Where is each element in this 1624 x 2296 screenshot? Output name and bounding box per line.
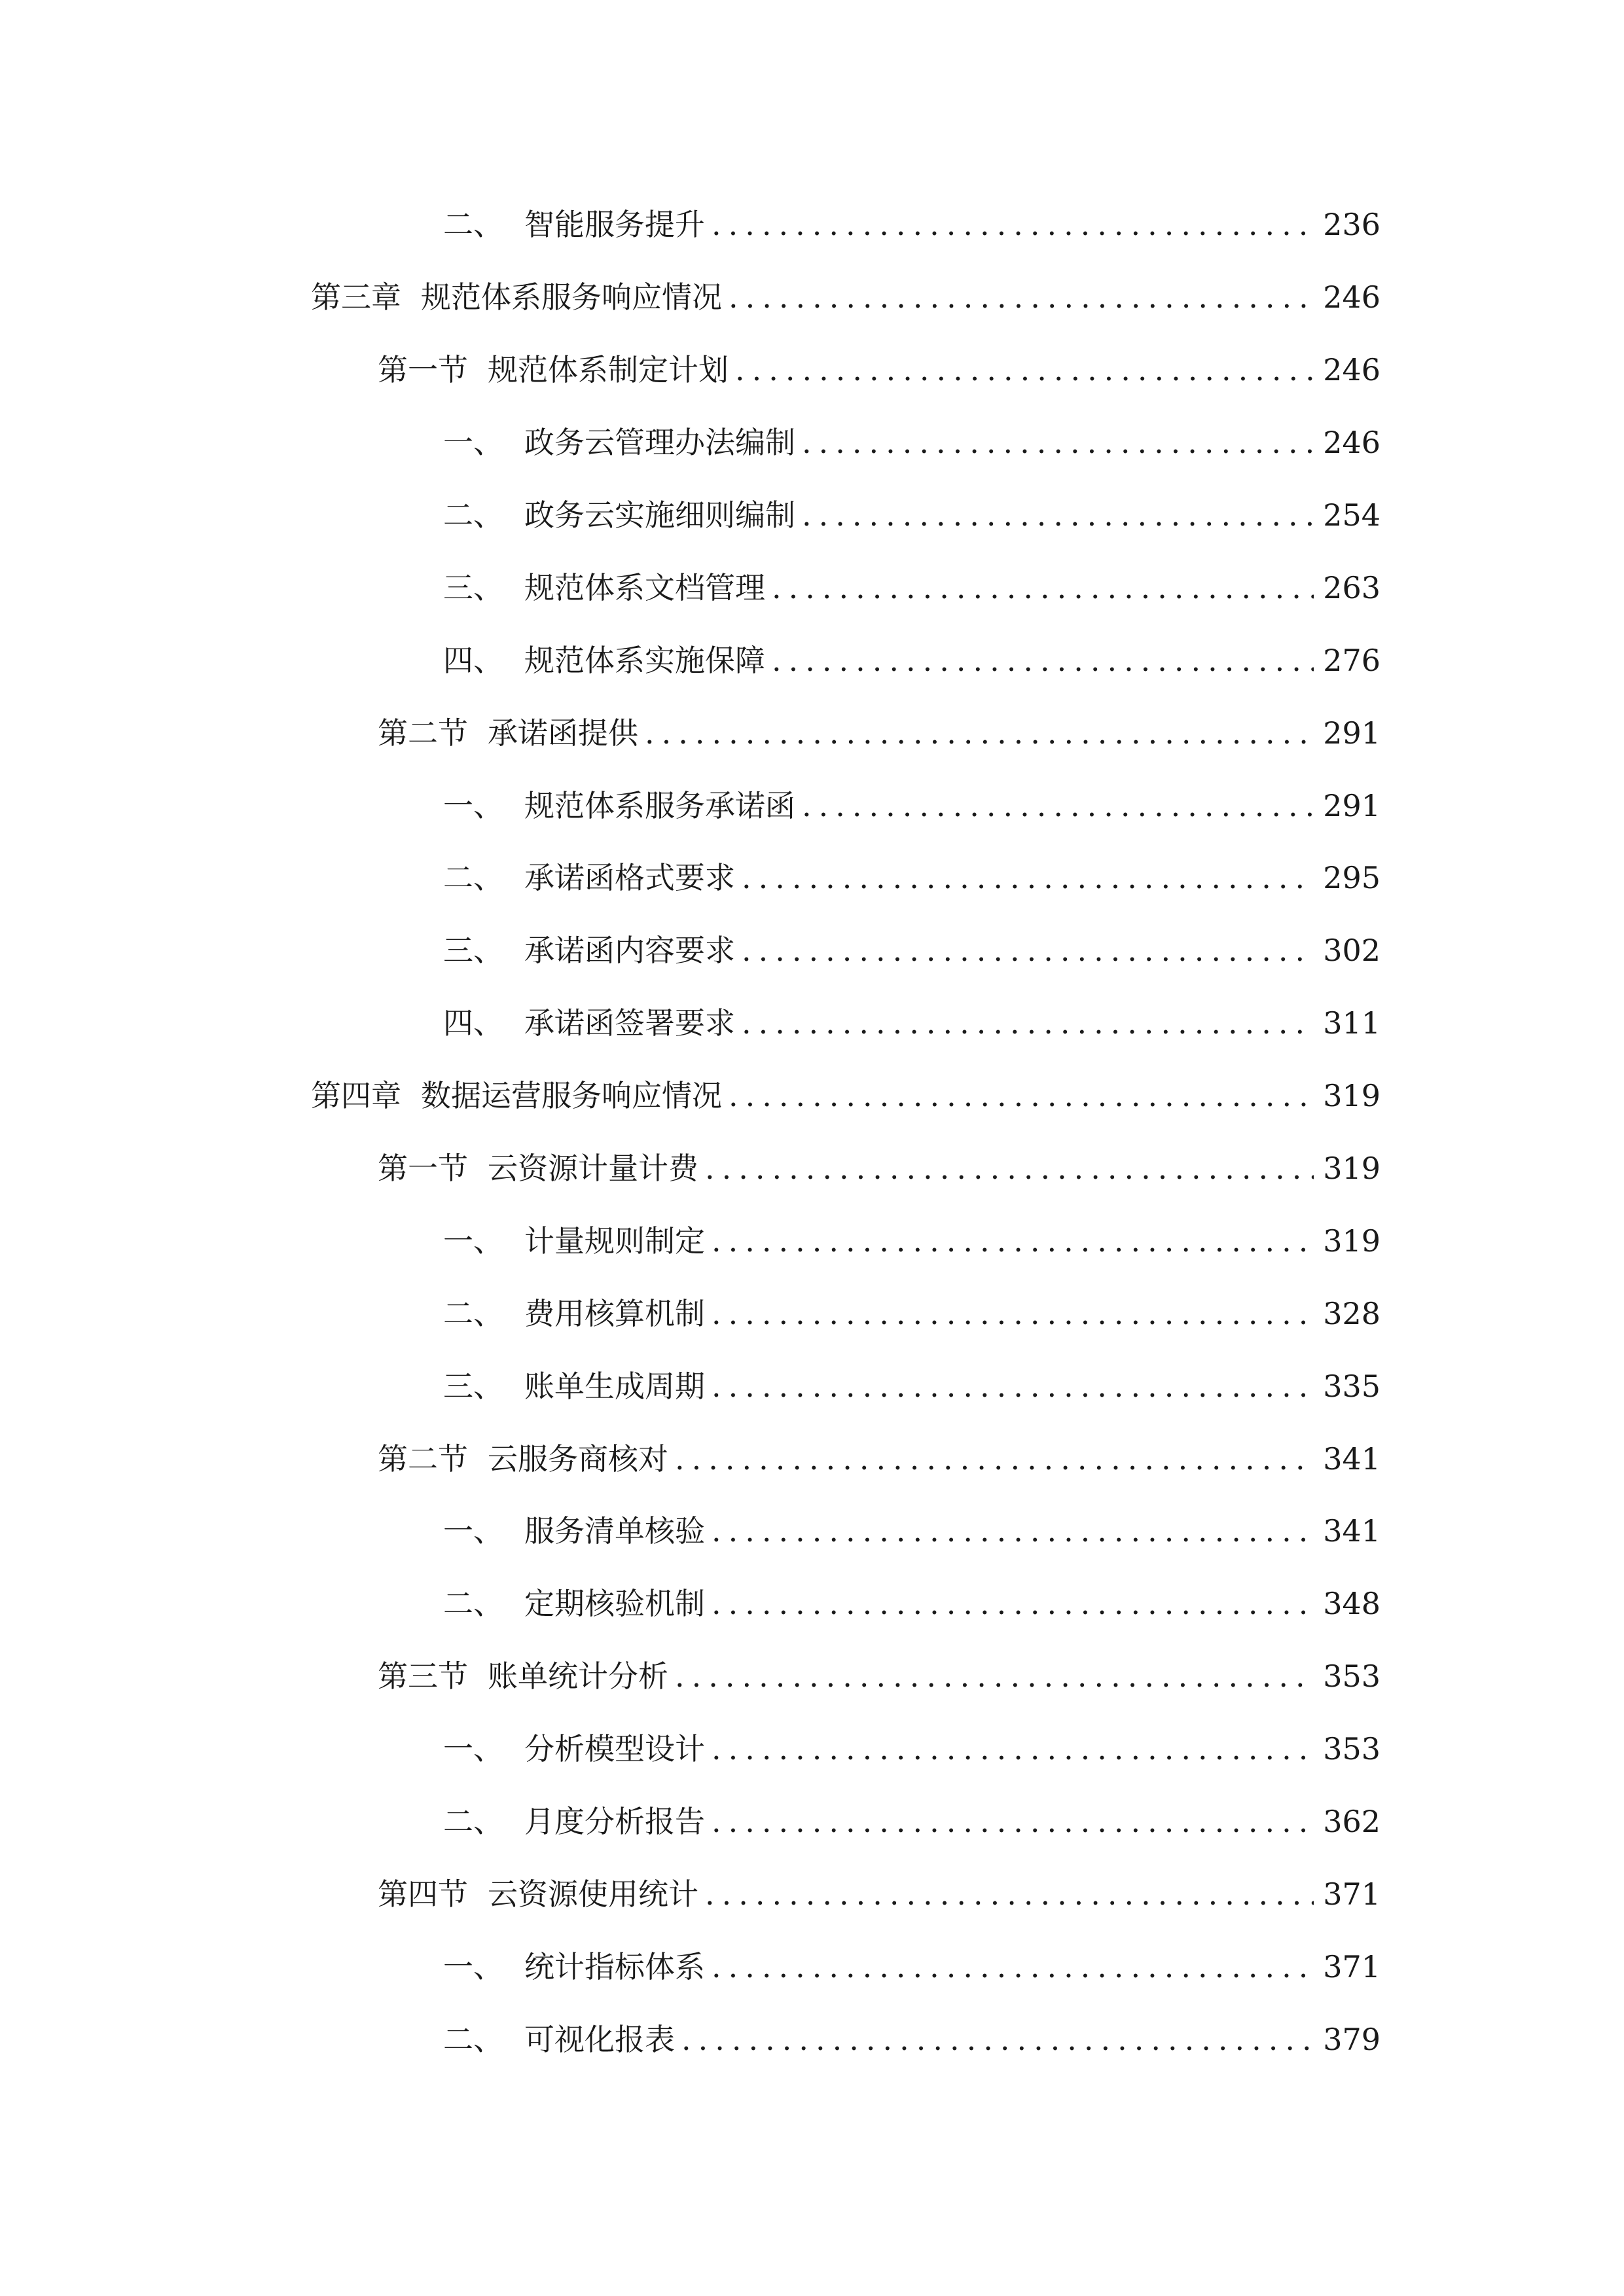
toc-entry-title: 账单统计分析 — [488, 1659, 668, 1695]
toc-dot-leader — [772, 573, 1314, 603]
toc-section-entry[interactable] — [0, 1640, 1624, 1713]
toc-page-number: 254 — [1323, 497, 1380, 533]
toc-entry-title: 计量规则制定 — [524, 1223, 705, 1259]
toc-dot-leader — [705, 1153, 1314, 1183]
toc-dot-leader — [729, 282, 1314, 312]
toc-dot-leader — [712, 209, 1314, 240]
toc-subsection-entry[interactable] — [0, 1350, 1624, 1422]
toc-page-number: 353 — [1323, 1659, 1380, 1695]
toc-section-entry[interactable] — [0, 1132, 1624, 1205]
toc-entry-number: 第四章 — [311, 1078, 401, 1114]
toc-page-number: 263 — [1323, 569, 1380, 605]
toc-entry-number: 四、 — [443, 642, 503, 678]
toc-subsection-entry[interactable] — [0, 842, 1624, 914]
toc-entry-number: 第一节 — [378, 352, 468, 388]
toc-dot-leader — [802, 791, 1314, 821]
toc-entry-number: 一、 — [443, 1948, 503, 1984]
toc-subsection-entry[interactable] — [0, 1713, 1624, 1785]
toc-entry-number: 一、 — [443, 425, 503, 461]
toc-entry-number: 一、 — [443, 1223, 503, 1259]
toc-subsection-entry[interactable] — [0, 1204, 1624, 1277]
toc-dot-leader — [802, 500, 1314, 530]
toc-entry-title: 规范体系服务响应情况 — [421, 279, 722, 315]
toc-entry-title: 政务云管理办法编制 — [524, 425, 795, 461]
toc-entry-title: 云资源计量计费 — [488, 1151, 698, 1187]
toc-subsection-entry[interactable] — [0, 1495, 1624, 1568]
toc-entry-title: 云资源使用统计 — [488, 1876, 698, 1912]
toc-section-entry[interactable] — [0, 1857, 1624, 1930]
toc-entry-title: 政务云实施细则编制 — [524, 497, 795, 533]
toc-page-number: 295 — [1323, 860, 1380, 896]
toc-dot-leader — [712, 1226, 1314, 1256]
toc-page-number: 311 — [1323, 1005, 1380, 1041]
toc-dot-leader — [675, 1444, 1314, 1474]
toc-page-number: 291 — [1323, 787, 1380, 823]
toc-page-number: 341 — [1323, 1441, 1380, 1477]
toc-page-number: 236 — [1323, 207, 1380, 243]
toc-entry-number: 一、 — [443, 1731, 503, 1767]
toc-entry-number: 二、 — [443, 1586, 503, 1622]
toc-dot-leader — [742, 1008, 1314, 1038]
toc-entry-title: 定期核验机制 — [524, 1586, 705, 1622]
toc-entry-title: 统计指标体系 — [524, 1948, 705, 1984]
toc-dot-leader — [802, 427, 1314, 457]
toc-entry-number: 三、 — [443, 569, 503, 605]
toc-entry-number: 第二节 — [378, 1441, 468, 1477]
toc-entry-title: 服务清单核验 — [524, 1513, 705, 1549]
toc-entry-number: 第四节 — [378, 1876, 468, 1912]
toc-dot-leader — [681, 2024, 1314, 2054]
toc-section-entry[interactable] — [0, 1422, 1624, 1495]
toc-entry-number: 第三节 — [378, 1659, 468, 1695]
toc-page-number: 353 — [1323, 1731, 1380, 1767]
toc-dot-leader — [742, 935, 1314, 965]
toc-dot-leader — [645, 718, 1314, 748]
toc-entry-title: 分析模型设计 — [524, 1731, 705, 1767]
toc-dot-leader — [712, 1299, 1314, 1329]
toc-page-number: 246 — [1323, 352, 1380, 388]
toc-dot-leader — [712, 1588, 1314, 1619]
toc-entry-number: 第三章 — [311, 279, 401, 315]
toc-entry-title: 规范体系实施保障 — [524, 642, 765, 678]
toc-subsection-entry[interactable] — [0, 2003, 1624, 2075]
toc-page-number: 371 — [1323, 1876, 1380, 1912]
toc-entry-number: 二、 — [443, 2021, 503, 2057]
toc-dot-leader — [735, 355, 1314, 385]
toc-chapter-entry[interactable] — [0, 261, 1624, 334]
toc-subsection-entry[interactable] — [0, 1568, 1624, 1640]
toc-entry-title: 数据运营服务响应情况 — [421, 1078, 722, 1114]
toc-entry-title: 规范体系制定计划 — [488, 352, 729, 388]
toc-page-number: 302 — [1323, 933, 1380, 969]
toc-page-number: 276 — [1323, 642, 1380, 678]
toc-dot-leader — [712, 1371, 1314, 1401]
toc-page-number: 319 — [1323, 1223, 1380, 1259]
toc-entry-title: 费用核算机制 — [524, 1295, 705, 1331]
toc-entry-title: 云服务商核对 — [488, 1441, 668, 1477]
toc-entry-title: 规范体系服务承诺函 — [524, 787, 795, 823]
toc-entry-number: 二、 — [443, 1295, 503, 1331]
toc-entry-number: 二、 — [443, 497, 503, 533]
toc-subsection-entry[interactable] — [0, 551, 1624, 624]
toc-entry-title: 账单生成周期 — [524, 1368, 705, 1404]
toc-page-number: 319 — [1323, 1151, 1380, 1187]
toc-section-entry[interactable] — [0, 696, 1624, 769]
toc-subsection-entry[interactable] — [0, 479, 1624, 552]
toc-chapter-entry[interactable] — [0, 1060, 1624, 1132]
table-of-contents — [0, 188, 1624, 2075]
toc-page-number: 341 — [1323, 1513, 1380, 1549]
toc-dot-leader — [729, 1081, 1314, 1111]
toc-entry-title: 承诺函提供 — [488, 715, 638, 751]
toc-entry-number: 二、 — [443, 1804, 503, 1840]
toc-subsection-entry[interactable] — [0, 624, 1624, 696]
toc-entry-number: 二、 — [443, 207, 503, 243]
toc-entry-title: 智能服务提升 — [524, 207, 705, 243]
toc-dot-leader — [712, 1734, 1314, 1764]
toc-entry-title: 规范体系文档管理 — [524, 569, 765, 605]
toc-dot-leader — [712, 1952, 1314, 1982]
toc-page-number: 291 — [1323, 715, 1380, 751]
toc-page-number: 246 — [1323, 279, 1380, 315]
toc-page-number: 319 — [1323, 1078, 1380, 1114]
toc-subsection-entry[interactable] — [0, 1930, 1624, 2003]
toc-entry-number: 一、 — [443, 787, 503, 823]
toc-entry-title: 承诺函格式要求 — [524, 860, 735, 896]
toc-entry-number: 二、 — [443, 860, 503, 896]
toc-entry-number: 第二节 — [378, 715, 468, 751]
toc-subsection-entry[interactable] — [0, 987, 1624, 1060]
toc-subsection-entry[interactable] — [0, 406, 1624, 479]
toc-dot-leader — [712, 1516, 1314, 1546]
toc-subsection-entry[interactable] — [0, 769, 1624, 842]
toc-dot-leader — [712, 1806, 1314, 1837]
toc-subsection-entry[interactable] — [0, 914, 1624, 987]
toc-dot-leader — [742, 863, 1314, 893]
toc-entry-number: 一、 — [443, 1513, 503, 1549]
toc-subsection-entry[interactable] — [0, 1785, 1624, 1858]
toc-section-entry[interactable] — [0, 334, 1624, 406]
toc-entry-number: 第一节 — [378, 1151, 468, 1187]
toc-page-number: 362 — [1323, 1804, 1380, 1840]
toc-entry-number: 三、 — [443, 1368, 503, 1404]
toc-dot-leader — [705, 1879, 1314, 1909]
toc-page-number: 335 — [1323, 1368, 1380, 1404]
toc-subsection-entry[interactable] — [0, 1277, 1624, 1350]
toc-page-number: 371 — [1323, 1948, 1380, 1984]
toc-page-number: 246 — [1323, 425, 1380, 461]
toc-entry-title: 可视化报表 — [524, 2021, 675, 2057]
toc-dot-leader — [675, 1661, 1314, 1691]
toc-page-number: 348 — [1323, 1586, 1380, 1622]
toc-entry-title: 月度分析报告 — [524, 1804, 705, 1840]
toc-entry-title: 承诺函签署要求 — [524, 1005, 735, 1041]
toc-entry-title: 承诺函内容要求 — [524, 933, 735, 969]
toc-page-number: 379 — [1323, 2021, 1380, 2057]
toc-entry-number: 四、 — [443, 1005, 503, 1041]
toc-page-number: 328 — [1323, 1295, 1380, 1331]
toc-subsection-entry[interactable] — [0, 188, 1624, 261]
toc-dot-leader — [772, 645, 1314, 675]
toc-entry-number: 三、 — [443, 933, 503, 969]
